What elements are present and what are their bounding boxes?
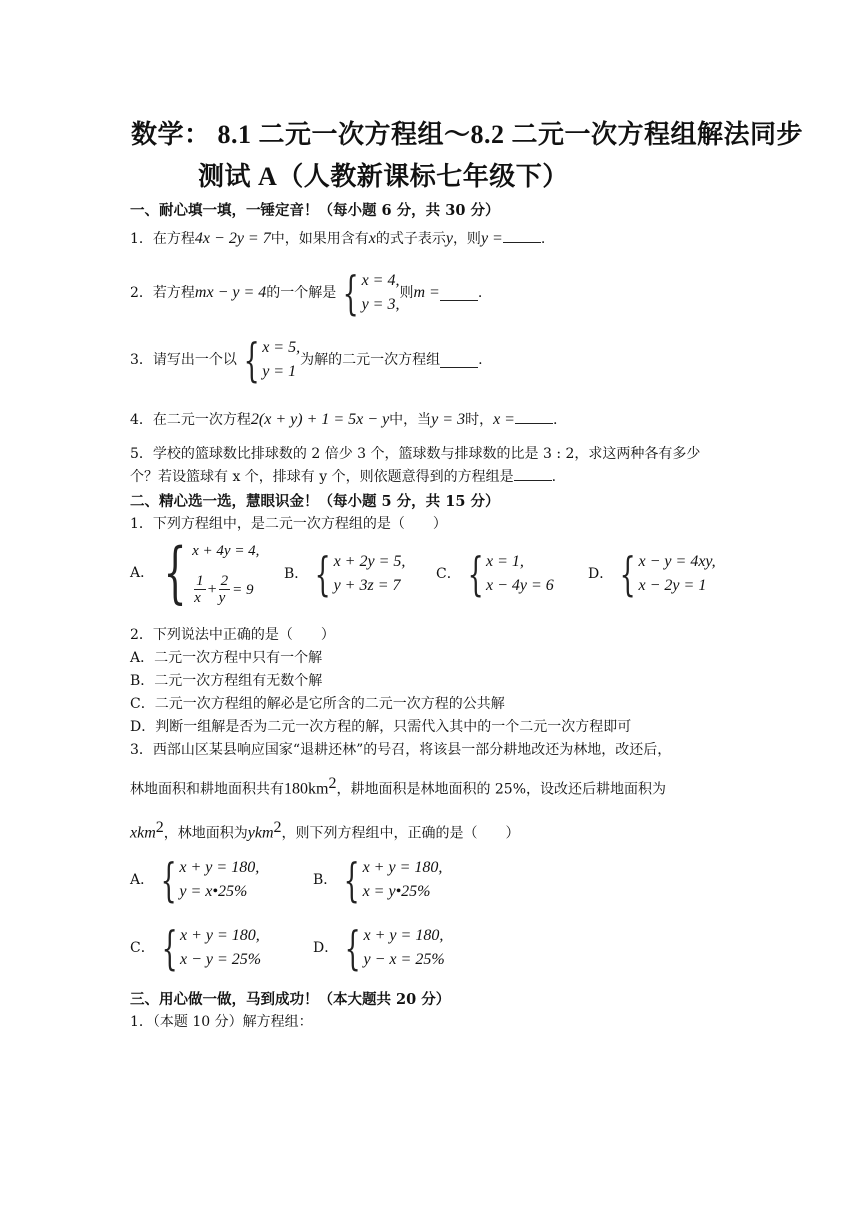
s2-question-3-line3: xkm$^2$，林地面积为ykm$^2$，则下列方程组中，正确的是（ ） bbox=[130, 819, 520, 842]
s2-question-2-stem: 2．下列说法中正确的是（ ） bbox=[130, 627, 335, 643]
s2-q3-option-a: A． { x + y = 180, y = x•25% bbox=[130, 853, 260, 907]
answer-blank bbox=[514, 466, 552, 481]
s2-q3-option-c: C． { x + y = 180, x − y = 25% bbox=[130, 921, 262, 975]
s3-question-1: 1．（本题 10 分）解方程组： bbox=[130, 1014, 313, 1030]
s2-q2-option-d: D．判断一组解是否为二元一次方程的解，只需代入其中的一个二元一次方程即可 bbox=[130, 719, 632, 735]
s2-q1-option-d: D． { x − y = 4xy, x − 2y = 1 bbox=[588, 547, 716, 601]
document-title-line1: 数学： 8.1 二元一次方程组～8.2 二元一次方程组解法同步 bbox=[131, 120, 804, 149]
answer-blank bbox=[440, 286, 478, 301]
section2-heading: 二、精心选一选，慧眼识金！（每小题 5 分，共 15 分） bbox=[130, 493, 500, 510]
s2-q2-option-b: B．二元一次方程组有无数个解 bbox=[130, 673, 323, 689]
s2-q1-option-a: A． { x + 4y = 4, $\frac{1}{x}$ + $\frac{2}{y}$ = 9 bbox=[130, 534, 260, 611]
s2-q2-option-c: C．二元一次方程组的解必是它所含的二元一次方程的公共解 bbox=[130, 696, 505, 712]
s1-question-5-line1: 5．学校的篮球数比排球数的 2 倍少 3 个，篮球数与排球数的比是 3 : 2，求这两种各有多少 bbox=[130, 446, 701, 462]
s2-q1-option-b: B． { x + 2y = 5, y + 3z = 7 bbox=[284, 547, 406, 601]
s2-q3-option-d: D． { x + y = 180, y − x = 25% bbox=[313, 921, 445, 975]
s2-question-3-line2: 林地面积和耕地面积共有$180km^2$，耕地面积是林地面积的 25%，设改还后耕地面积为 bbox=[130, 775, 667, 798]
s1-question-5-line2: 个？若设篮球有 x 个，排球有 y 个，则依题意得到的方程组是 . bbox=[130, 466, 556, 487]
equation-system: { x = 5, y = 1 bbox=[243, 333, 301, 387]
s2-q2-option-a: A．二元一次方程中只有一个解 bbox=[130, 650, 323, 666]
s2-q3-option-b: B． { x + y = 180, x = y•25% bbox=[313, 853, 443, 907]
section1-heading: 一、耐心填一填，一锤定音！（每小题 6 分，共 30 分） bbox=[130, 202, 500, 219]
s2-question-1-stem: 1．下列方程组中，是二元一次方程组的是（ ） bbox=[130, 516, 447, 532]
answer-blank bbox=[515, 409, 553, 424]
equation-system: { x = 4, y = 3, bbox=[342, 266, 400, 320]
document-title-line2: 测试 A（人教新课标七年级下） bbox=[198, 162, 569, 191]
s1-question-2: 2．若方程 mx − y = 4 的一个解是 { x = 4, y = 3, 则 m = . bbox=[130, 266, 483, 320]
section3-heading: 三、用心做一做，马到成功！（本大题共 20 分） bbox=[130, 991, 451, 1008]
answer-blank bbox=[440, 353, 478, 368]
s2-question-3-line1: 3．西部山区某县响应国家“退耕还林”的号召，将该县一部分耕地改还为林地，改还后， bbox=[130, 742, 672, 758]
s1-question-4: 4．在二元一次方程2(x + y) + 1 = 5x − y中，当y = 3时，x = . bbox=[130, 411, 558, 428]
s2-q1-option-c: C． { x = 1, x − 4y = 6 bbox=[436, 547, 554, 601]
s1-question-1: 1．在方程4x − 2y = 7中，如果用含有x的式子表示y，则y = . bbox=[130, 230, 546, 247]
answer-blank bbox=[503, 228, 541, 243]
s1-question-3: 3．请写出一个以 { x = 5, y = 1 为解的二元一次方程组 . bbox=[130, 333, 483, 387]
